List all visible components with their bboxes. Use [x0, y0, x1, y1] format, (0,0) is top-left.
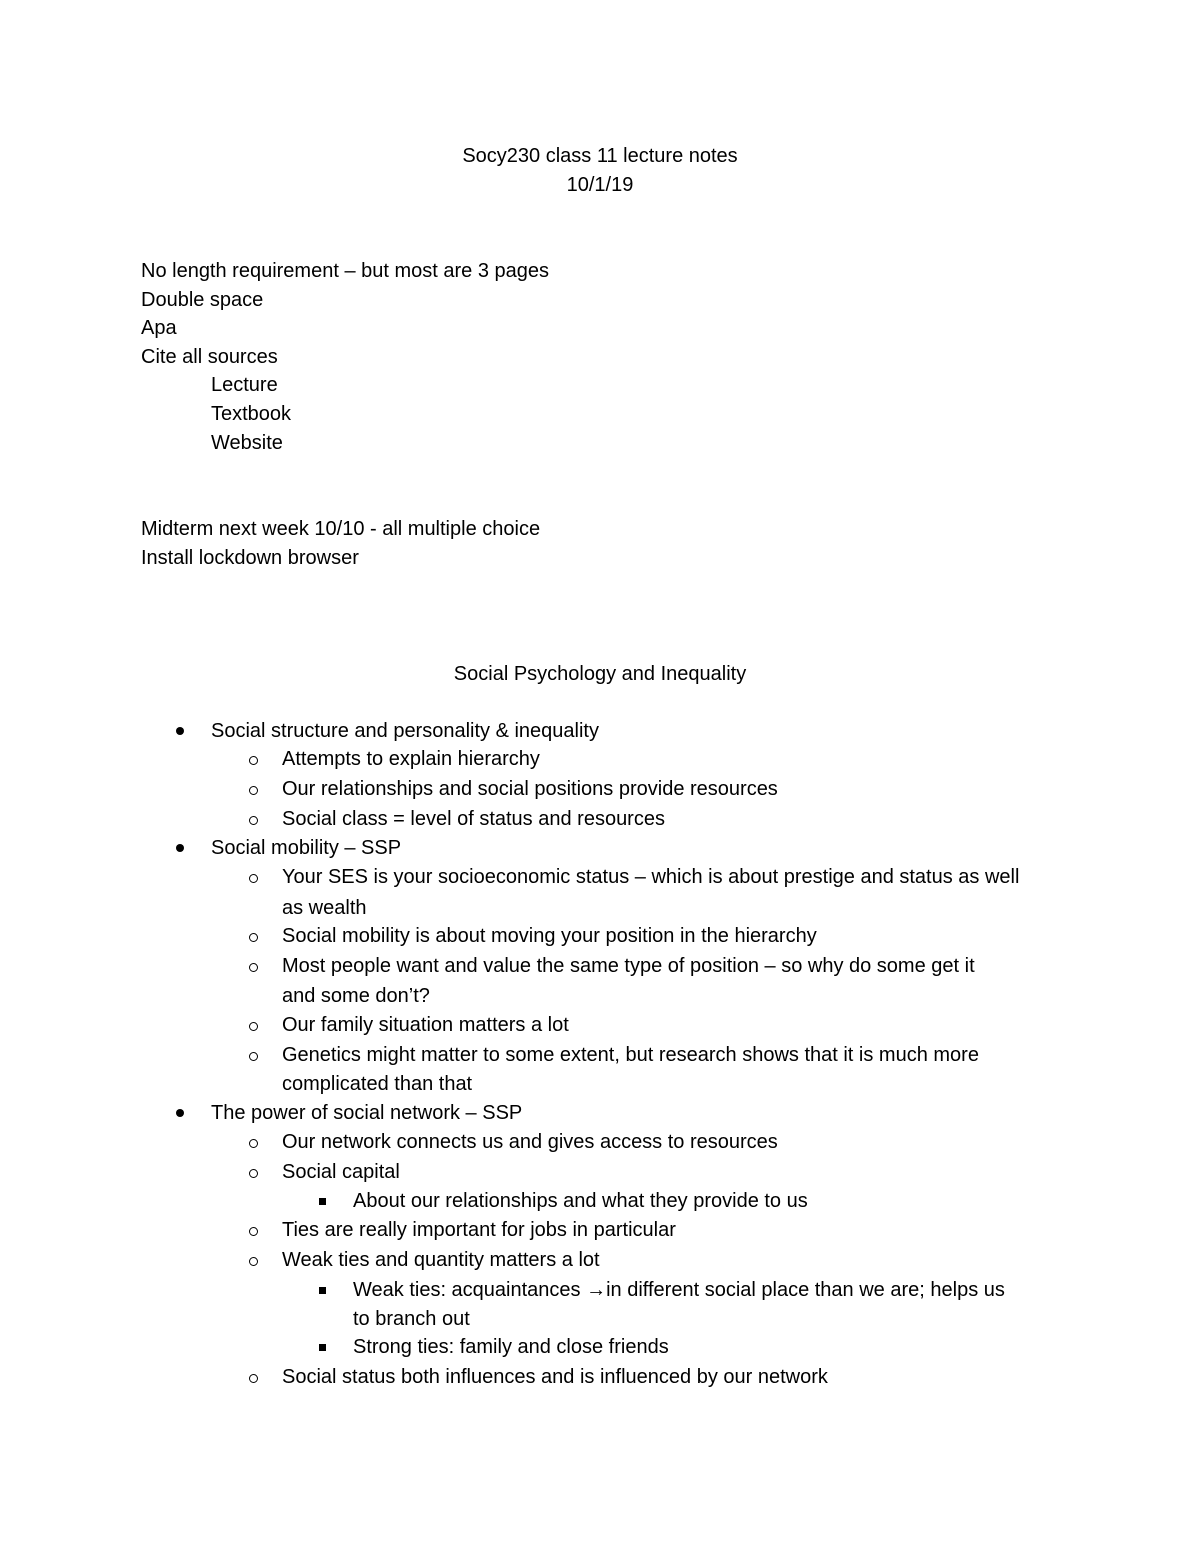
square-bullet-icon	[319, 1344, 326, 1351]
sub-list-item: Our relationships and social positions provide resources	[282, 778, 778, 800]
document-date: 10/1/19	[566, 174, 634, 196]
sub-sub-list-item: About our relationships and what they provide to us	[353, 1190, 808, 1212]
document-title: Socy230 class 11 lecture notes	[462, 145, 738, 167]
sub-list-item: Your SES is your socioeconomic status – which is about prestige and status as well	[282, 866, 1020, 888]
list-item: Social mobility – SSP	[211, 837, 402, 859]
sub-sub-list-item: Strong ties: family and close friends	[353, 1336, 669, 1358]
square-bullet-icon	[319, 1198, 326, 1205]
sub-list-item-continuation: and some don’t?	[282, 985, 430, 1007]
section-title: Social Psychology and Inequality	[453, 663, 747, 685]
right-arrow-icon: →	[586, 1279, 607, 1301]
sub-list-item: Social mobility is about moving your position in the hierarchy	[282, 925, 817, 947]
sub-list-item: Attempts to explain hierarchy	[282, 748, 540, 770]
circle-bullet-icon	[249, 756, 258, 765]
circle-bullet-icon	[249, 1227, 258, 1236]
lockdown-note: Install lockdown browser	[141, 547, 359, 569]
circle-bullet-icon	[249, 1022, 258, 1031]
sub-list-item: Weak ties and quantity matters a lot	[282, 1249, 600, 1271]
bullet-icon	[176, 844, 184, 852]
circle-bullet-icon	[249, 933, 258, 942]
sub-list-item: Ties are really important for jobs in particular	[282, 1219, 676, 1241]
sub-list-item-continuation: complicated than that	[282, 1073, 473, 1095]
sub-list-item: Social status both influences and is influenced by our network	[282, 1366, 828, 1388]
source-item: Textbook	[211, 403, 292, 425]
note-line: Double space	[141, 289, 264, 311]
sub-list-item: Our family situation matters a lot	[282, 1014, 569, 1036]
source-item: Lecture	[211, 374, 278, 396]
sub-list-item: Most people want and value the same type of position – so why do some get it	[282, 955, 975, 977]
circle-bullet-icon	[249, 786, 258, 795]
circle-bullet-icon	[249, 874, 258, 883]
bullet-icon	[176, 1109, 184, 1117]
sub-list-item: Social capital	[282, 1161, 400, 1183]
circle-bullet-icon	[249, 1374, 258, 1383]
list-item: The power of social network – SSP	[211, 1102, 523, 1124]
note-line: Cite all sources	[141, 346, 278, 368]
sub-sub-list-item	[353, 1276, 1005, 1304]
sub-list-item: Genetics might matter to some extent, but research shows that it is much more	[282, 1044, 979, 1066]
sub-sub-list-item-text: in different social place than we are; helps us	[606, 1279, 1005, 1301]
midterm-note: Midterm next week 10/10 - all multiple choice	[141, 518, 541, 540]
circle-bullet-icon	[249, 1169, 258, 1178]
sub-sub-list-item-continuation: to branch out	[353, 1308, 470, 1330]
circle-bullet-icon	[249, 1139, 258, 1148]
bullet-icon	[176, 727, 184, 735]
sub-sub-list-item-text: Weak ties: acquaintances	[353, 1279, 581, 1301]
list-item: Social structure and personality & inequality	[211, 720, 599, 742]
circle-bullet-icon	[249, 816, 258, 825]
source-item: Website	[211, 432, 283, 454]
circle-bullet-icon	[249, 1257, 258, 1266]
square-bullet-icon	[319, 1287, 326, 1294]
sub-list-item-continuation: as wealth	[282, 897, 367, 919]
sub-list-item: Social class = level of status and resources	[282, 808, 665, 830]
note-line: No length requirement – but most are 3 pages	[141, 260, 550, 282]
sub-list-item: Our network connects us and gives access to resources	[282, 1131, 778, 1153]
circle-bullet-icon	[249, 1052, 258, 1061]
circle-bullet-icon	[249, 963, 258, 972]
note-line: Apa	[141, 317, 177, 339]
